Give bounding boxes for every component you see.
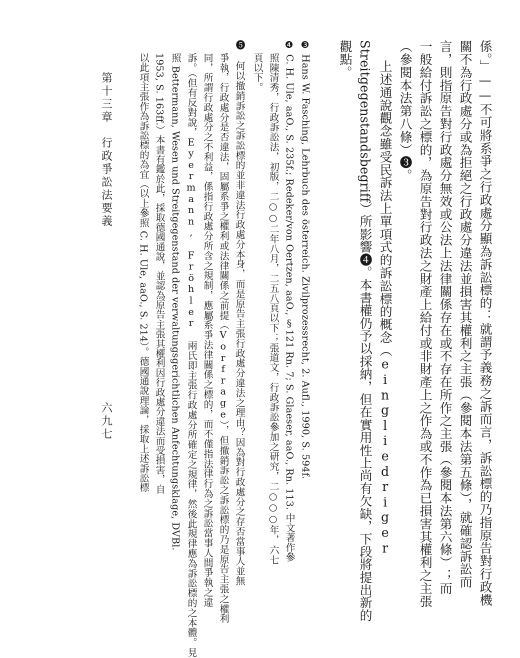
footnote-marker: ❺ xyxy=(233,40,245,50)
body-line-1: 係。」——不可將系爭之行政處分顯為訴訟標的：就謂予義務之訴而言，訴訟標的乃指原告對行政機 xyxy=(477,40,493,607)
footnote-marker: ❸ xyxy=(299,40,311,52)
footnote-5-line-6: 1953, S. 163ff.）本書有鑑於此，採取德國通說，並認為原告主張其權利因行政處分違法而受損害，自 xyxy=(153,53,165,495)
footnote-3 xyxy=(299,40,311,480)
body-line-7: Streitgegenstandsbegriff）所影響❹。本書權仍予以採納，但在實用性上尚有欠缺，下段將提出新的 xyxy=(357,40,373,622)
footnote-5-line-3: 同，所謂行政處分之不利益，係指行政處分所含之規制，應屬系爭法律關係之標的，而不僅指法律行為之訴訟當事人間爭執之違 xyxy=(201,53,213,608)
footnote-5-line-4: 訴。（但有反對說，Eyermann, Fröhler 兩氏即主張行政處分所確定之規律，然後此規律應為訴訟標的之本體。見 xyxy=(185,53,197,658)
footnote-5-line-5: 照 Bettermann, Wesen und Streitgegenstand der verwaltungsgerichtlichen Anfechtungsklage, DVBl. xyxy=(169,53,181,551)
footnote-5-line-7: 以此項主張作為訴訟標的為宜（以上參照 C. H. Ule, aaO., S. 214）。德國通說理論，採取上述訴訟標 xyxy=(137,53,149,493)
footnote-4 xyxy=(283,40,295,562)
body-line-6: 上述通說觀念雖受民訴法上單項式的訴訟標的概念（eingliedriger xyxy=(377,60,393,556)
footnote-4-line-3: 頁以下。 xyxy=(251,53,263,93)
footnote-5-line-2: 爭執，行政處分是否違法，固屬系爭之權利或法律關係之前提（Vorfrage），但撤銷訴訟之訴訟標的乃是原告主張之權利 xyxy=(217,53,229,624)
footnote-5 xyxy=(233,40,245,586)
body-line-5: （參閱本法第八條）❸。 xyxy=(397,40,413,182)
footnote-marker: ❹ xyxy=(283,40,295,52)
footnote-4-line-2: 照陳清秀，行政訴訟法，初版，二○○二年八月，二五八頁以下；張道文，行政訴訟參加之研究，二○○○年，六七 xyxy=(267,53,279,565)
page-number: 六九七 xyxy=(100,402,113,441)
body-line-3: 言，則指原告對行政處分無效或公法上法律關係存在或不存在所作之主張（參閱本法第六條）；而 xyxy=(437,40,453,595)
footnote-text: C. H. Ule, aaO., S. 235f.; Redeker/von Oertzen, aaO., §121 Rn. 7; S. Glaeser, aaO., Rn. 113. 中文著作參 xyxy=(283,54,295,562)
footnote-text: 何以撤銷訴訟之訴訟標的並非違法行政處分本身，而是原告主張行政處分違法之理由？因為對行政處分之存否當事人並無 xyxy=(233,61,245,586)
body-line-8: 觀點。 xyxy=(337,40,353,79)
footnote-text: Hans W. Fasching, Lehrbuch des österreich. Zivilprozessrecht, 2. Aufl., 1990, S. 594f. xyxy=(299,54,311,480)
body-line-4: 一般給付訴訟之標的，為原告對行政法之財產上給付或非財產上之作為或不作為已損害其權利之主張 xyxy=(417,40,433,608)
body-line-2: 關不為行政處分或為拒絕之行政處分違法並損害其權利之主張（參閱本法第五條），就確認訴訟而 xyxy=(457,40,473,589)
running-head: 第十三章 行政爭訟法要義 xyxy=(100,72,113,228)
